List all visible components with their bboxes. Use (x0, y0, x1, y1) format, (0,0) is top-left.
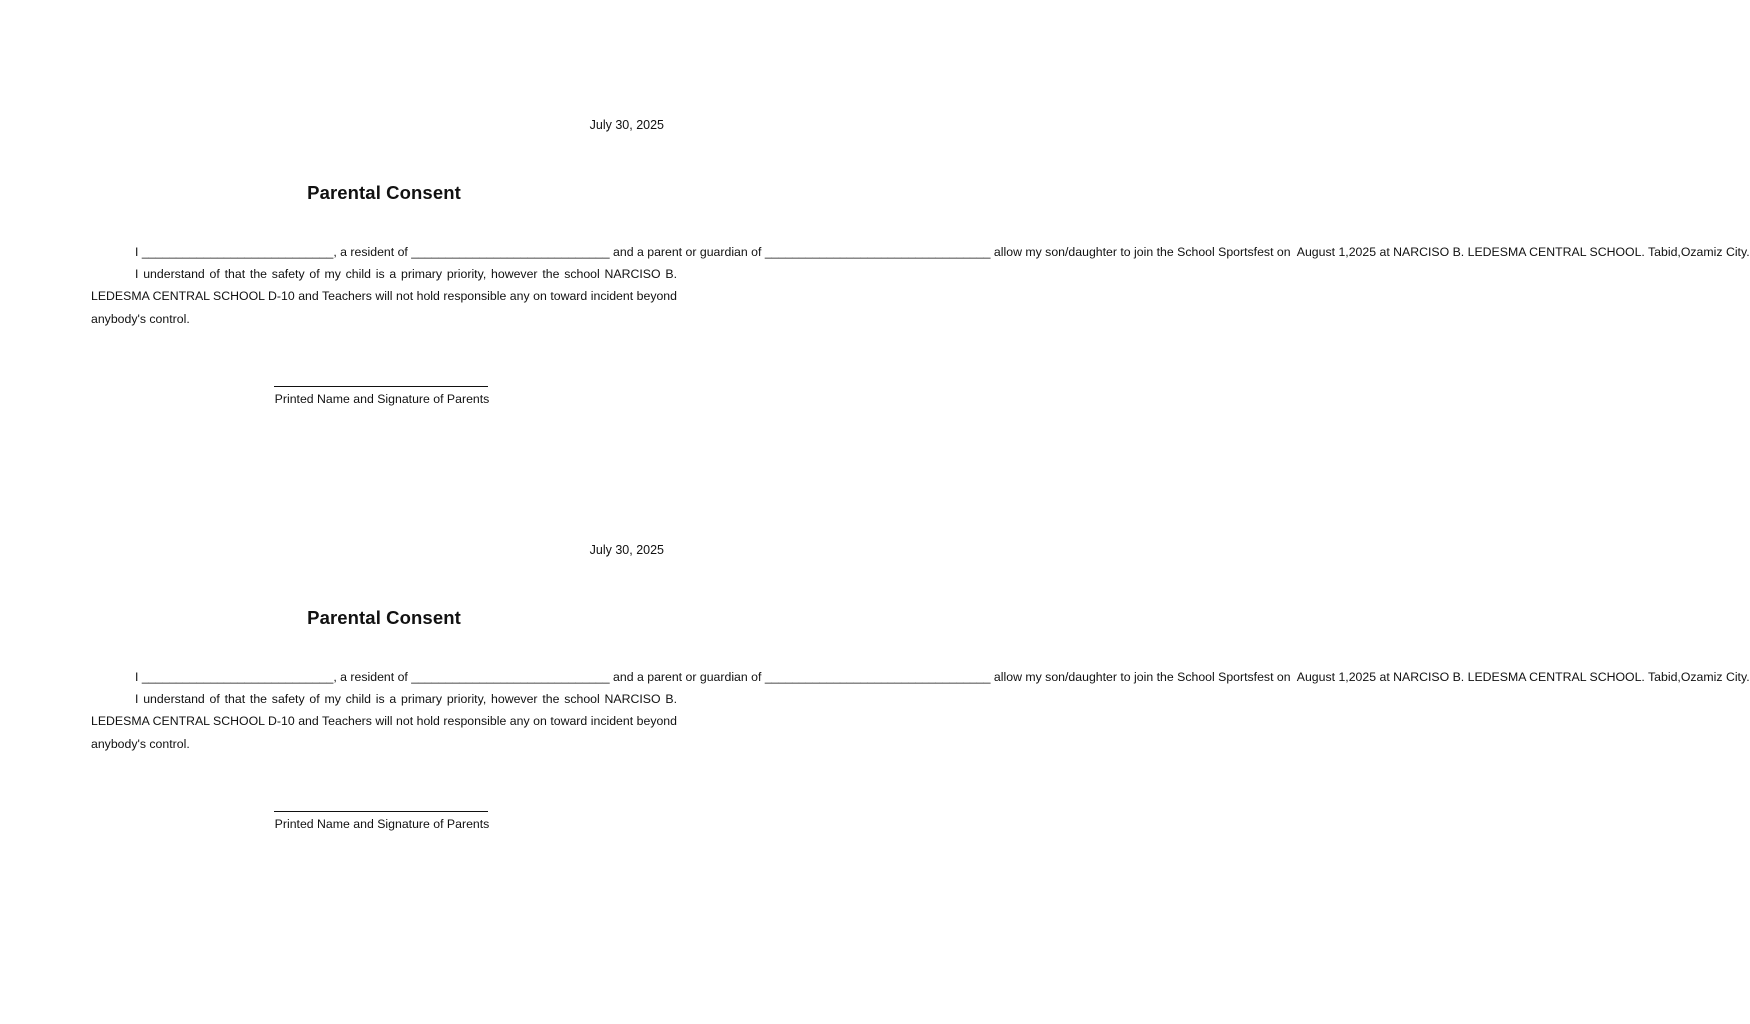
consent-paragraph (91, 241, 1750, 263)
consent-text-start: I (135, 245, 142, 259)
form-title: Parental Consent (307, 182, 461, 203)
residence-blank: _____________________________ (411, 245, 610, 259)
consent-text-resident: , a resident of (333, 670, 412, 684)
residence-blank: _____________________________ (411, 670, 610, 684)
consent-text-guardian: and a parent or guardian of (609, 670, 765, 684)
consent-text-event: allow my son/daughter to join the School Sportsfest on August 1,2025 at NARCISO B. LEDESMA CENTRAL SCHOOL. Tabid,Ozamiz City. (990, 245, 1750, 259)
form-body (91, 241, 1750, 330)
consent-text-start: I (135, 670, 142, 684)
liability-paragraph: I understand of that the safety of my child is a primary priority, however the school NARCISO B. LEDESMA CENTRAL SCHOOL D-10 and Teachers will not hold responsible any on toward incident beyond anybody's control. (91, 267, 677, 326)
signature-label: Printed Name and Signature of Parents (274, 817, 490, 831)
form-date: July 30, 2025 (589, 543, 664, 557)
child-name-blank: _________________________________ (764, 245, 991, 259)
signature-label: Printed Name and Signature of Parents (274, 392, 490, 406)
form-date: July 30, 2025 (589, 118, 664, 132)
consent-text-event: allow my son/daughter to join the School Sportsfest on August 1,2025 at NARCISO B. LEDESMA CENTRAL SCHOOL. Tabid,Ozamiz City. (990, 670, 1750, 684)
consent-text-guardian: and a parent or guardian of (609, 245, 765, 259)
form-body (91, 666, 1750, 755)
child-name-blank: _________________________________ (764, 670, 991, 684)
parent-name-blank: ____________________________ (141, 245, 334, 259)
signature-block (274, 801, 490, 831)
parent-name-blank: ____________________________ (141, 670, 334, 684)
signature-line (274, 376, 488, 387)
form-title: Parental Consent (307, 607, 461, 628)
signature-line (274, 801, 488, 812)
liability-paragraph: I understand of that the safety of my child is a primary priority, however the school NARCISO B. LEDESMA CENTRAL SCHOOL D-10 and Teachers will not hold responsible any on toward incident beyond anybody's control. (91, 692, 677, 751)
consent-text-resident: , a resident of (333, 245, 412, 259)
consent-paragraph (91, 666, 1750, 688)
signature-block (274, 376, 490, 406)
